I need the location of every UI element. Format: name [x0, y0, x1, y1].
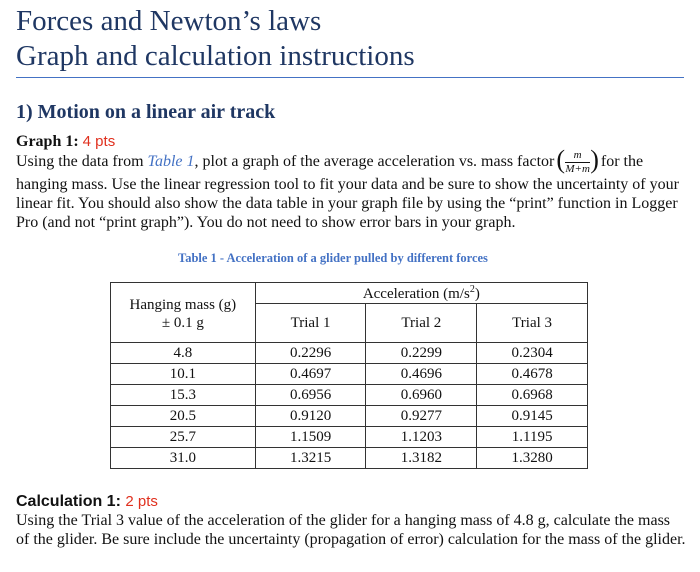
- graph1-points: 4 pts: [82, 133, 116, 150]
- table-cell: 0.6956: [255, 385, 366, 406]
- table-cell: 1.3280: [477, 448, 588, 469]
- table-cell: 0.2296: [255, 343, 366, 364]
- table-caption: Table 1 - Acceleration of a glider pulled by different forces: [178, 251, 488, 265]
- title-line-2: Graph and calculation instructions: [16, 40, 415, 72]
- title-underline: [16, 77, 684, 78]
- fraction-denominator: M+m: [565, 163, 590, 175]
- table-cell: 0.2304: [477, 343, 588, 364]
- table-row: [111, 385, 588, 406]
- table-header-row: [111, 283, 588, 304]
- graph1-text-before: Using the data from: [16, 153, 148, 171]
- fraction-numerator: ( m: [565, 150, 590, 163]
- table-cell: 25.7: [111, 427, 256, 448]
- table-cell: 0.9277: [366, 406, 477, 427]
- trial-header: Trial 2: [366, 304, 477, 343]
- graph1-text-after: for the hanging mass. Use the linear regression tool to fit your data and be sure to show the uncertainty of your linear fit. You should also show the data table in your graph file by using the “print” function in Logger Pro (and not “print graph”). You do not need to show error bars in your graph.: [16, 153, 679, 231]
- trial-header: Trial 1: [255, 304, 366, 343]
- table-cell: 31.0: [111, 448, 256, 469]
- mass-header-line-1: Hanging mass (g): [129, 296, 237, 313]
- table-cell: 0.9145: [477, 406, 588, 427]
- graph1-label: Graph 1:: [16, 133, 79, 150]
- acceleration-group-header: Acceleration $(m/s^2)$: [255, 283, 587, 304]
- document-title: [16, 4, 686, 74]
- table-cell: 0.2299: [366, 343, 477, 364]
- table-row: [111, 364, 588, 385]
- table-cell: 15.3: [111, 385, 256, 406]
- table-cell: 1.1203: [366, 427, 477, 448]
- calc1-heading: [16, 493, 158, 511]
- table-row: [111, 427, 588, 448]
- table-row: [111, 406, 588, 427]
- graph1-text-mid: , plot a graph of the average acceleration vs. mass factor: [194, 153, 559, 171]
- graph1-instructions: [16, 150, 686, 232]
- table-cell: 1.1509: [255, 427, 366, 448]
- table-row: [111, 448, 588, 469]
- table-cell: 0.6968: [477, 385, 588, 406]
- mass-column-header: [111, 283, 256, 343]
- title-line-1: Forces and Newton’s laws: [16, 5, 322, 37]
- table-cell: 0.9120: [255, 406, 366, 427]
- table-row: [111, 343, 588, 364]
- table-cell: 1.3215: [255, 448, 366, 469]
- calc1-instructions: Using the Trial 3 value of the acceleration of the glider for a hanging mass of 4.8 g, calculate the mass of the glider. Be sure include the uncertainty (propagation of error) calculation for the mass of the glider.: [16, 512, 686, 548]
- section-heading: 1) Motion on a linear air track: [16, 101, 276, 123]
- calc1-points: 2 pts: [125, 493, 158, 510]
- acceleration-table: [110, 282, 588, 469]
- table-cell: 1.1195: [477, 427, 588, 448]
- table-reference-link: Table 1: [147, 153, 195, 171]
- trial-header: Trial 3: [477, 304, 588, 343]
- mass-factor-fraction: [559, 150, 596, 175]
- table-cell: 0.4678: [477, 364, 588, 385]
- table-cell: 0.4697: [255, 364, 366, 385]
- table-cell: 10.1: [111, 364, 256, 385]
- table-cell: 1.3182: [366, 448, 477, 469]
- table-cell: 4.8: [111, 343, 256, 364]
- calc1-label: Calculation 1:: [16, 493, 121, 510]
- table-cell: 0.4696: [366, 364, 477, 385]
- graph1-heading: [16, 133, 115, 151]
- mass-header-line-2: ± 0.1 g: [161, 314, 204, 331]
- table-cell: 0.6960: [366, 385, 477, 406]
- table-cell: 20.5: [111, 406, 256, 427]
